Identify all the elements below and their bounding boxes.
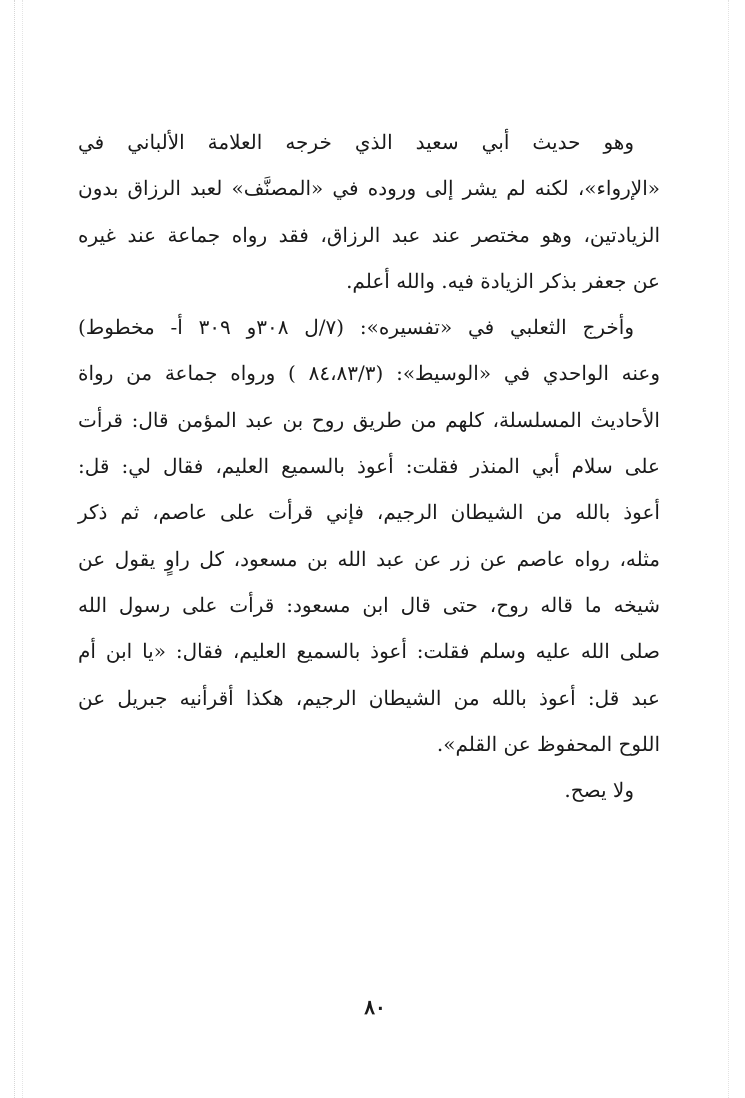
text-line: وأخرج الثعلبي في «تفسيره»: (٧/ل ٣٠٨و ٣٠٩ أ- مخطوط) xyxy=(78,315,634,340)
scan-margin-line xyxy=(728,0,729,1098)
text-line: اللوح المحفوظ عن القلم». xyxy=(436,731,660,756)
text-line: الأحاديث المسلسلة، كلهم من طريق روح بن عبد المؤمن قال: قرأت xyxy=(78,407,660,432)
text-line: على سلام أبي المنذر فقلت: أعوذ بالسميع العليم، فقال لي: قل: xyxy=(78,454,660,479)
scan-margin-line xyxy=(22,0,23,1098)
text-line: مثله، رواه عاصم عن زر عن عبد الله بن مسعود، كل راوٍ يقول عن xyxy=(78,546,660,571)
text-line: ولا يصح. xyxy=(564,778,634,803)
page-number: ٨٠ xyxy=(364,995,386,1019)
text-line: وعنه الواحدي في «الوسيط»: (٨٤،٨٣/٣ ) ورواه جماعة من رواة xyxy=(78,361,660,386)
text-line: أعوذ بالله من الشيطان الرجيم، فإني قرأت على عاصم، ثم ذكر xyxy=(78,500,660,525)
text-line: عبد قل: أعوذ بالله من الشيطان الرجيم، هكذا أقرأنيه جبريل عن xyxy=(78,685,660,710)
text-line: وهو حديث أبي سعيد الذي خرجه العلامة الألباني في xyxy=(78,130,634,154)
text-line: صلى الله عليه وسلم فقلت: أعوذ بالسميع العليم، فقال: «يا ابن أم xyxy=(78,639,661,664)
scan-margin-line xyxy=(14,0,15,1098)
body-text xyxy=(78,119,660,813)
text-line: عن جعفر بذكر الزيادة فيه. والله أعلم. xyxy=(346,268,660,293)
text-line: شيخه ما قاله روح، حتى قال ابن مسعود: قرأت على رسول الله xyxy=(78,592,660,617)
text-line: الزيادتين، وهو مختصر عند عبد الرزاق، فقد رواه جماعة عند غيره xyxy=(78,222,660,247)
text-line: «الإرواء»، لكنه لم يشر إلى وروده في «المصنَّف» لعبد الرزاق بدون xyxy=(78,176,660,201)
